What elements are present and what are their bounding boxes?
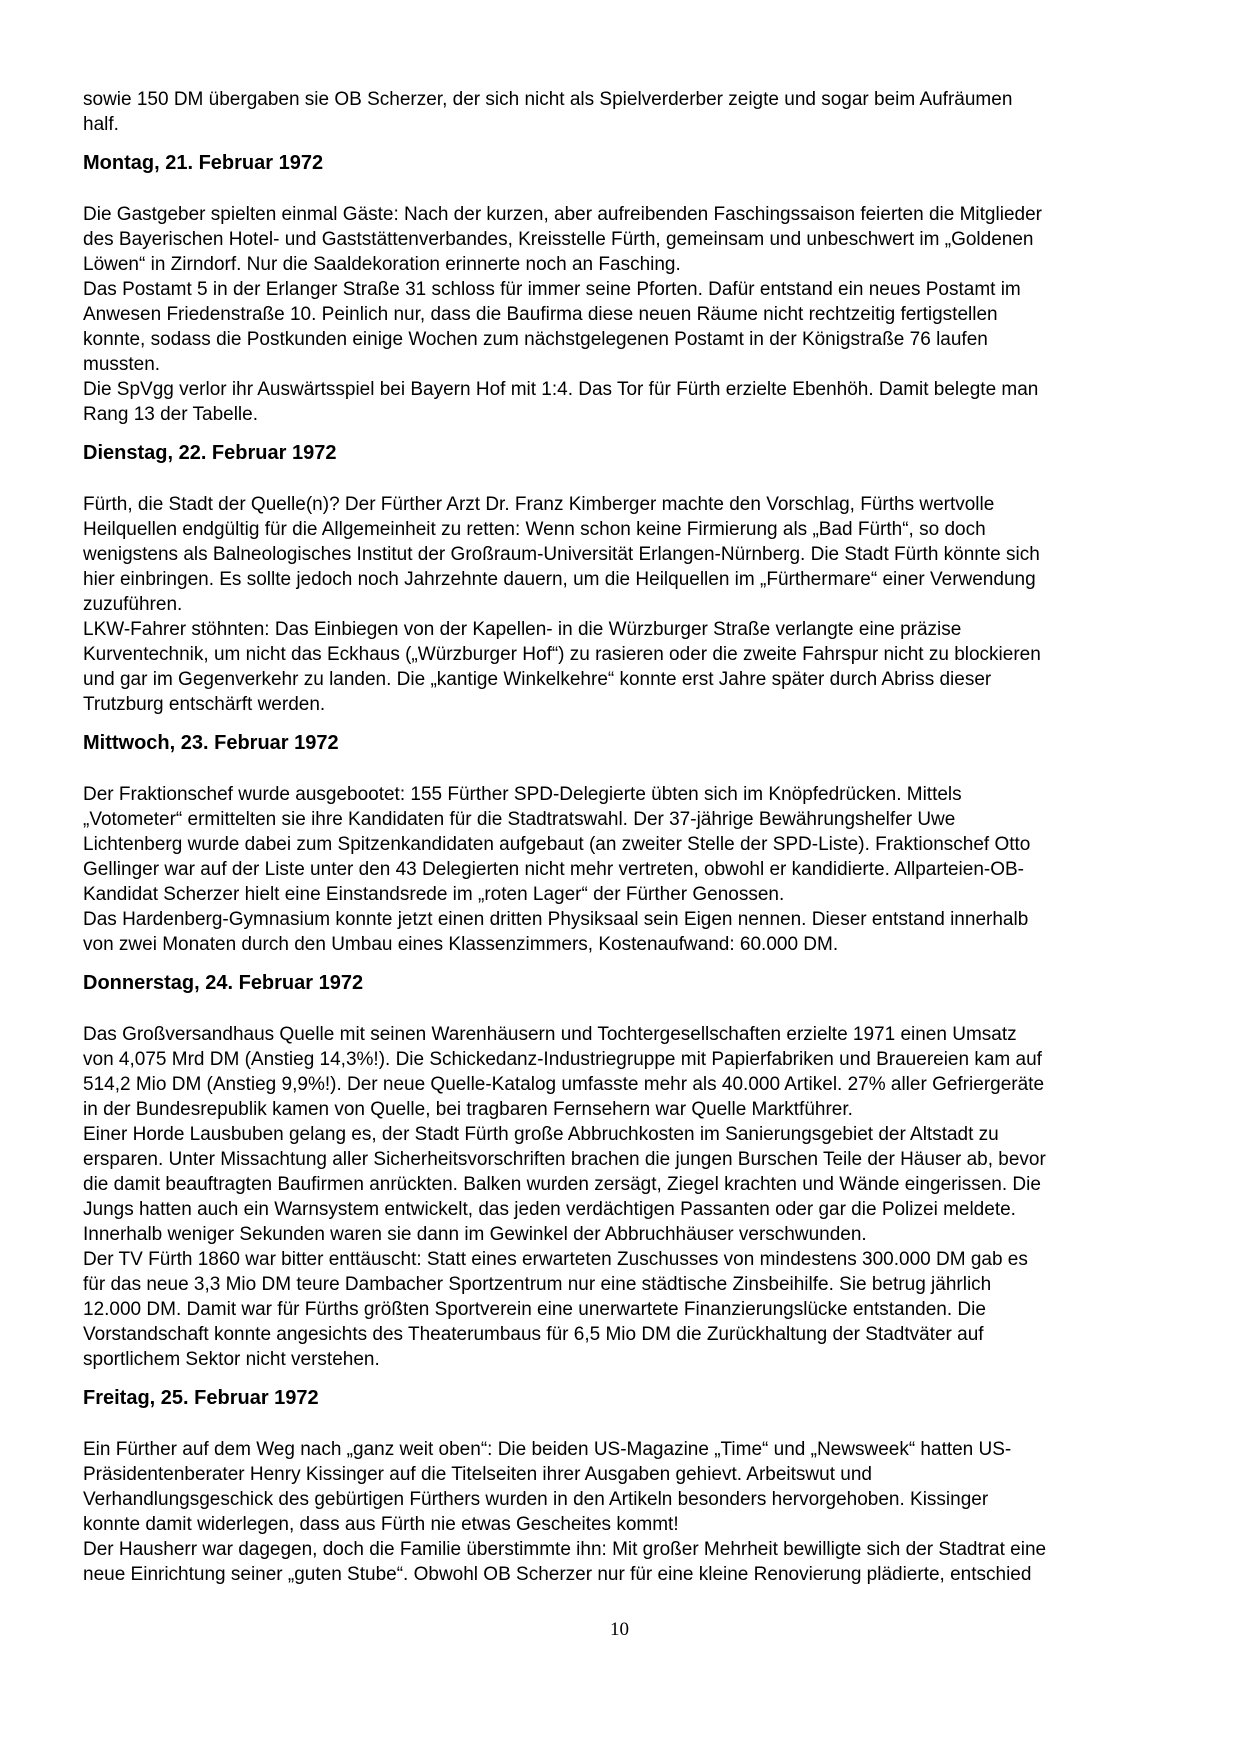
text-line: Das Großversandhaus Quelle mit seinen Warenhäusern und Tochtergesellschaften erzielte 1971 einen Umsatz [83, 1024, 1017, 1045]
text-line: für das neue 3,3 Mio DM teure Dambacher Sportzentrum nur eine städtische Zinsbeihilfe. Sie betrug jährlich [83, 1274, 992, 1295]
text-line: und gar im Gegenverkehr zu landen. Die „kantige Winkelkehre“ konnte erst Jahre später durch Abriss dieser [83, 669, 992, 690]
text-line: wenigstens als Balneologisches Institut der Großraum-Universität Erlangen-Nürnberg. Die Stadt Fürth könnte sich [83, 544, 1040, 565]
text-line: 514,2 Mio DM (Anstieg 9,9%!). Der neue Quelle-Katalog umfasste mehr als 40.000 Artikel. 27% aller Gefriergeräte [83, 1074, 1045, 1095]
paragraph [83, 782, 1169, 957]
text-line: von 4,075 Mrd DM (Anstieg 14,3%!). Die Schickedanz-Industriegruppe mit Papierfabriken und Brauereien kam auf [83, 1049, 1042, 1070]
text-line: half. [83, 114, 119, 135]
text-line: Trutzburg entschärft werden. [83, 694, 326, 715]
text-line: Verhandlungsgeschick des gebürtigen Fürthers wurden in den Artikeln besonders hervorgehoben. Kissinger [83, 1489, 989, 1510]
text-line: Kurventechnik, um nicht das Eckhaus („Würzburger Hof“) zu rasieren oder die zweite Fahrspur nicht zu blockieren [83, 644, 1041, 665]
document-body [83, 87, 1169, 1587]
text-line: 12.000 DM. Damit war für Fürths größten Sportverein eine unerwartete Finanzierungslücke entstanden. Die [83, 1299, 986, 1320]
text-line: des Bayerischen Hotel- und Gaststättenverbandes, Kreisstelle Fürth, gemeinsam und unbeschwert im „Goldenen [83, 229, 1034, 250]
text-line: Lichtenberg wurde dabei zum Spitzenkandidaten aufgebaut (an zweiter Stelle der SPD-Liste). Fraktionschef Otto [83, 834, 1031, 855]
text-line: Einer Horde Lausbuben gelang es, der Stadt Fürth große Abbruchkosten im Sanierungsgebiet der Altstadt zu [83, 1124, 999, 1145]
text-line: Kandidat Scherzer hielt eine Einstandsrede im „roten Lager“ der Fürther Genossen. [83, 884, 785, 905]
paragraph [83, 87, 1169, 137]
text-line: Das Hardenberg-Gymnasium konnte jetzt einen dritten Physiksaal sein Eigen nennen. Dieser entstand innerhalb [83, 909, 1029, 930]
date-heading: Freitag, 25. Februar 1972 [83, 1387, 319, 1409]
text-line: in der Bundesrepublik kamen von Quelle, bei tragbaren Fernsehern war Quelle Marktführer. [83, 1099, 853, 1120]
text-line: konnte damit widerlegen, dass aus Fürth nie etwas Gescheites kommt! [83, 1514, 679, 1535]
text-line: Jungs hatten auch ein Warnsystem entwickelt, das jeden verdächtigen Passanten oder gar die Polizei meldete. [83, 1199, 1016, 1220]
text-line: die damit beauftragten Baufirmen anrückten. Balken wurden zersägt, Ziegel krachten und Wände eingerissen. Die [83, 1174, 1041, 1195]
text-line: Gellinger war auf der Liste unter den 43 Delegierten nicht mehr vertreten, obwohl er kandidierte. Allparteien-OB- [83, 859, 1025, 880]
text-line: Innerhalb weniger Sekunden waren sie dann im Gewinkel der Abbruchhäuser verschwunden. [83, 1224, 867, 1245]
text-line: sowie 150 DM übergaben sie OB Scherzer, der sich nicht als Spielverderber zeigte und sogar beim Aufräumen [83, 89, 1013, 110]
text-line: Präsidentenberater Henry Kissinger auf die Titelseiten ihrer Ausgaben gehievt. Arbeitswut und [83, 1464, 872, 1485]
text-line: Die SpVgg verlor ihr Auswärtsspiel bei Bayern Hof mit 1:4. Das Tor für Fürth erzielte Ebenhöh. Damit belegte man [83, 379, 1039, 400]
date-heading: Donnerstag, 24. Februar 1972 [83, 972, 364, 994]
text-line: Vorstandschaft konnte angesichts des Theaterumbaus für 6,5 Mio DM die Zurückhaltung der Stadtväter auf [83, 1324, 984, 1345]
text-line: Löwen“ in Zirndorf. Nur die Saaldekoration erinnerte noch an Fasching. [83, 254, 681, 275]
text-line: Anwesen Friedenstraße 10. Peinlich nur, dass die Baufirma diese neuen Räume nicht rechtzeitig fertigstellen [83, 304, 998, 325]
text-line: „Votometer“ ermittelten sie ihre Kandidaten für die Stadtratswahl. Der 37-jährige Bewährungshelfer Uwe [83, 809, 956, 830]
text-line: Das Postamt 5 in der Erlanger Straße 31 schloss für immer seine Pforten. Dafür entstand ein neues Postamt im [83, 279, 1021, 300]
text-line: Der TV Fürth 1860 war bitter enttäuscht: Statt eines erwarteten Zuschusses von mindestens 300.000 DM gab es [83, 1249, 1028, 1270]
text-line: Fürth, die Stadt der Quelle(n)? Der Fürther Arzt Dr. Franz Kimberger machte den Vorschlag, Fürths wertvolle [83, 494, 995, 515]
text-line: konnte, sodass die Postkunden einige Wochen zum nächstgelegenen Postamt in der Königstraße 76 laufen [83, 329, 988, 350]
text-line: LKW-Fahrer stöhnten: Das Einbiegen von der Kapellen- in die Würzburger Straße verlangte eine präzise [83, 619, 962, 640]
text-line: Der Fraktionschef wurde ausgebootet: 155 Fürther SPD-Delegierte übten sich im Knöpfedrücken. Mittels [83, 784, 962, 805]
text-line: Rang 13 der Tabelle. [83, 404, 258, 425]
text-line: hier einbringen. Es sollte jedoch noch Jahrzehnte dauern, um die Heilquellen im „Fürthermare“ einer Verwendung [83, 569, 1036, 590]
paragraph [83, 1022, 1169, 1372]
text-line: Die Gastgeber spielten einmal Gäste: Nach der kurzen, aber aufreibenden Faschingssaison feierten die Mitglieder [83, 204, 1042, 225]
paragraph [83, 202, 1169, 427]
paragraph [83, 492, 1169, 717]
date-heading: Montag, 21. Februar 1972 [83, 152, 324, 174]
text-line: neue Einrichtung seiner „guten Stube“. Obwohl OB Scherzer nur für eine kleine Renovierung plädierte, entschied [83, 1564, 1032, 1585]
date-heading: Dienstag, 22. Februar 1972 [83, 442, 337, 464]
text-line: Ein Fürther auf dem Weg nach „ganz weit oben“: Die beiden US-Magazine „Time“ und „Newsweek“ hatten US- [83, 1439, 1012, 1460]
text-line: Der Hausherr war dagegen, doch die Familie überstimmte ihn: Mit großer Mehrheit bewilligte sich der Stadtrat eine [83, 1539, 1047, 1560]
date-heading: Mittwoch, 23. Februar 1972 [83, 732, 339, 754]
text-line: ersparen. Unter Missachtung aller Sicherheitsvorschriften brachen die jungen Burschen Teile der Häuser ab, bevor [83, 1149, 1046, 1170]
page-number: 10 [610, 1619, 629, 1640]
paragraph [83, 1437, 1169, 1587]
text-line: mussten. [83, 354, 161, 375]
text-line: sportlichem Sektor nicht verstehen. [83, 1349, 380, 1370]
text-line: von zwei Monaten durch den Umbau eines Klassenzimmers, Kostenaufwand: 60.000 DM. [83, 934, 839, 955]
text-line: zuzuführen. [83, 594, 183, 615]
text-line: Heilquellen endgültig für die Allgemeinheit zu retten: Wenn schon keine Firmierung als „Bad Fürth“, so doch [83, 519, 986, 540]
